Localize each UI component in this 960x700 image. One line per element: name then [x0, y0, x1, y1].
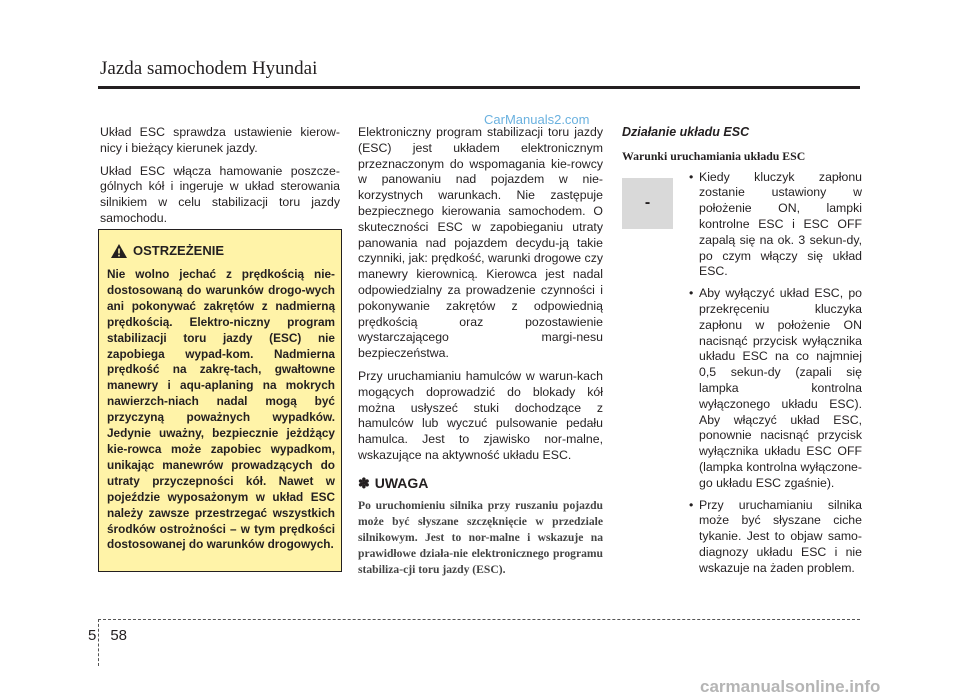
section-number: 5	[88, 627, 97, 644]
column-2	[358, 125, 603, 578]
warning-title-text: OSTRZEŻENIE	[133, 243, 225, 258]
section-heading: Działanie układu ESC	[622, 125, 750, 139]
paragraph: Układ ESC sprawdza ustawienie kierow-nicy i bieżący kierunek jazdy.	[100, 125, 340, 155]
section-subheading: Warunki uruchamiania układu ESC	[622, 148, 806, 163]
paragraph: Układ ESC włącza hamowanie poszcze-gólnych kół i ingeruje w układ sterowania silnikiem w celu stabilizacji toru jazdy samochodu.	[100, 163, 340, 225]
page-number	[88, 627, 127, 644]
page-number-value: 58	[110, 627, 128, 644]
conditions-list	[687, 170, 862, 583]
paragraph: Przy uruchamianiu hamulców w warun-kach mogących doprowadzić do blokady kół można usłyszeć stuki dochodzące z hamulców lub wyczuć pulsowanie pedału hamulca. Jest to zjawisko nor-malne, wskazujące na aktywność układu ESC.	[358, 368, 603, 462]
list-item: • Aby wyłączyć układ ESC, po przekręceniu kluczyka zapłonu w położenie ON nacisnąć przycisk wyłącznika układu ESC na co najmniej 0,5 sekun-dy (zapali się lampka kontrolna wyłączonego układu ESC). Aby włączyć układ ESC, ponownie nacisnąć przycisk wyłącznika układu ESC OFF (lampka kontrolna wyłączone-go układu ESC zgaśnie).	[687, 286, 862, 491]
header-title: Jazda samochodem Hyundai	[100, 58, 318, 79]
warning-triangle-icon	[111, 244, 127, 258]
column-3	[622, 125, 862, 583]
list-item: • Kiedy kluczyk zapłonu zostanie ustawiony w położenie ON, lampki kontrolne ESC i ESC OFF zapalą się na ok. 3 sekun-dy, po czym włączy się układ ESC.	[687, 170, 862, 281]
conditions-row	[622, 170, 862, 583]
note-text: Po uruchomieniu silnika przy ruszaniu pojazdu może być słyszane szczęknięcie w przedziale silnikowym. Jest to nor-malne i wskazuje na prawidłowe działa-nie elektronicznego programu stabiliza-cji toru jazdy (ESC).	[358, 498, 603, 576]
warning-box	[98, 229, 342, 572]
warning-text: Nie wolno jechać z prędkością nie-dostosowaną do warunków drogo-wych ani pokonywać zakrętów z nadmierną prędkością. Elektro-niczny program stabilizacji toru jazdy (ESC) nie zapobiega wypad-kom. Nadmierna prędkość na zakrę-tach, gwałtowne manewry i aqu-aplaning na mokrych nawierzch-niach nadal mogą być przyczyną poważnych wypadków. Jedynie uważny, bezpiecznie jeżdżący kie-rowca może zapobiec wypadkom, unikając manewrów prowadzących do utraty przyczepności kół. Nawet w pojeździe wyposażonym w układ ESC należy zawsze przestrzegać wszystkich środków ostrożności – w tym prędkości dostosowanej do warunków drogowych.	[107, 267, 335, 552]
asterisk-icon: ✽	[358, 474, 370, 491]
note-title	[358, 476, 603, 492]
column-1	[100, 125, 340, 234]
note-title-text: UWAGA	[374, 474, 429, 491]
footer-site-link[interactable]: carmanualsonline.info	[700, 677, 881, 696]
list-item: • Przy uruchamianiu silnika może być słyszane ciche tykanie. Jest to objaw samo-diagnozy układu ESC i nie wskazuje na żaden problem.	[687, 498, 862, 577]
footer-divider	[98, 619, 860, 620]
header-rule	[98, 86, 860, 89]
paragraph: Elektroniczny program stabilizacji toru jazdy (ESC) jest układem elektronicznym przeznaczonym do wspomagania kie-rowcy w panowaniu nad pojazdem w nie-korzystnych warunkach. Nie zastępuje bezpiecznego kierowania samochodem. O skuteczności ESC w zapobieganiu utraty panowania nad pojazdem decydu-ją takie czynniki, jak: prędkość, warunki drogowe czy manewry kierownicą. Kierowca jest nadal odpowiedzialny za prowadzenie czynności i pokonywanie zakrętów z odpowiednią prędkością oraz pozostawienie wystarczającego margi-nesu bezpieczeństwa.	[358, 125, 603, 361]
warning-title	[111, 243, 224, 258]
watermark-link[interactable]: CarManuals2.com	[484, 112, 590, 127]
indicator-placeholder: -	[622, 178, 673, 229]
